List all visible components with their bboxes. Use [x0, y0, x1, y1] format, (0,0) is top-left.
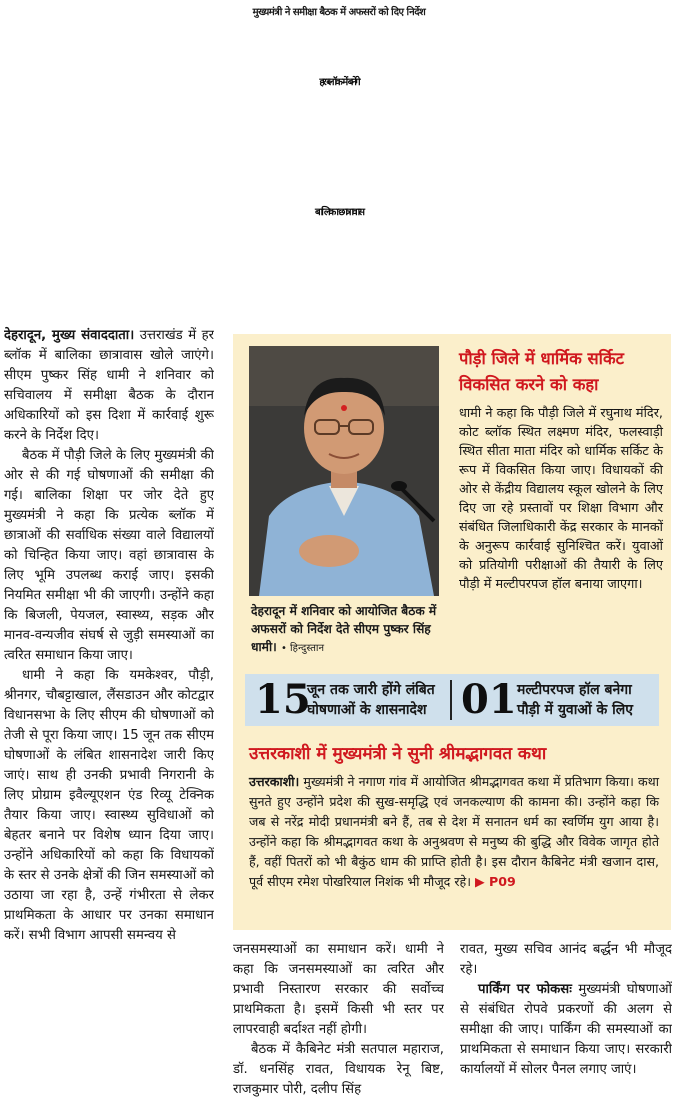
dateline: देहरादून, मुख्य संवाददाता।: [4, 328, 135, 343]
page-reference: ▶ P09: [474, 874, 516, 889]
kicker-headline: मुख्यमंत्री ने समीक्षा बैठक में अफसरों को दिए निर्देश: [252, 7, 426, 18]
paragraph: जनसमस्याओं का समाधान करें। धामी ने कहा कि जनसमस्याओं का त्वरित और प्रभावी निस्तारण सरकार की सर्वोच्च प्राथमिकता है। इसमें किसी भी स्तर पर लापरवाही बर्दाश्त नहीं होगी।: [233, 942, 444, 1037]
paragraph: धामी ने कहा कि यमकेश्वर, पौड़ी, श्रीनगर, चौबट्टाखाल, लैंसडाउन और कोटद्वार विधानसभा के लिए सीएम की घोषणाओं को तेजी से पूरा किया जाए। 15 जून तक सीएम घोषणाओं के लंबित शासनादेश जारी किए जाएं। साथ ही उनकी प्रभावी निगरानी के लिए प्रोग्राम इवैल्यूएशन एंड रिव्यू टेक्निक तैयार किया जाए। स्वास्थ्य सुविधाओं को बेहतर बनाने पर विशेष ध्यान दिया जाए। उन्होंने अधिकारियों को कहा कि विधायकों के स्तर से उनके क्षेत्रों की जिन समस्याओं को उठाया जा रहा है, उन्हें गंभीरता से लेकर प्राथमिकता के आधार पर उनका समाधान करें। सभी विभाग आपसी समन्वय से: [4, 668, 214, 943]
story2-text: मुख्यमंत्री ने नगाण गांव में आयोजित श्रीमद्भागवत कथा में प्रतिभाग किया। कथा सुनते हुए उन्होंने प्रदेश की सुख-समृद्धि एवं जनकल्याण की कामना की। उन्होंने कहा कि जब से नरेंद्र मोदी प्रधानमंत्री बने हैं, तब से देश में सनातन धर्म का स्वर्णिम युग आया है। उन्होंने कहा कि श्रीमद्भागवत कथा के अनुश्रवण से मनुष्य की बुद्धि और विवेक जागृत होते हैं, वहीं पितरों को भी बैकुंठ धाम की प्राप्ति होती है। इस दौरान कैबिनेट मंत्री खजान दास, पूर्व सीएम रमेश पोखरियाल निशंक भी मौजूद रहे।: [249, 774, 659, 889]
stat-text: मल्टीपरपज हॉल बनेगा पौड़ी में युवाओं के लिए: [517, 682, 634, 718]
main-headline-line-1: हर ब्लॉक में बनेंगे: [319, 77, 359, 88]
paragraph: बैठक में कैबिनेट मंत्री सतपाल महाराज, डॉ. धनसिंह रावत, विधायक रेनू बिष्ट, राजकुमार पोरी, दलीप सिंह: [233, 1042, 444, 1097]
main-headline-line-2: बालिका छात्रावास: [314, 207, 364, 218]
sidebar-title: पौड़ी जिले में धार्मिक सर्किट विकसित करने को कहा: [459, 349, 624, 394]
paragraph-text: उत्तराखंड में हर ब्लॉक में बालिका छात्रावास खोले जाएंगे। सीएम पुष्कर सिंह धामी ने शनिवार को सचिवालय में समीक्षा बैठक के दौरान अधिकारियों को इस दिशा में कार्रवाई शुरू करने के निर्देश दिए।: [4, 328, 214, 443]
paragraph: [460, 980, 672, 1080]
caption-source: • हिन्दुस्तान: [280, 643, 325, 654]
stats-bar: [245, 674, 659, 726]
story2-body: [249, 772, 659, 892]
paragraph: [4, 326, 214, 446]
article-column-3: [460, 940, 672, 1120]
paragraph-text: मुख्यमंत्री घोषणाओं से संबंधित रोपवे प्रकरणों की अलग से समीक्षा की जाए। पार्किंग की समस्याओं का प्राथमिकता से समाधान किया जाए। सरकारी कार्यालयों में सोलर पैनल लगाए जाएं।: [460, 982, 672, 1077]
stat-number: 01: [461, 676, 517, 723]
caption-text: देहरादून में शनिवार को आयोजित बैठक में अफसरों को निर्देश देते सीएम पुष्कर सिंह धामी।: [251, 604, 437, 654]
article-column-2: [233, 940, 444, 1120]
stat-number: 15: [255, 676, 311, 723]
paragraph: रावत, मुख्य सचिव आनंद बर्द्धन भी मौजूद रहे।: [460, 942, 672, 977]
article-column-1: [4, 326, 214, 1120]
paragraph: बैठक में पौड़ी जिले के लिए मुख्यमंत्री की ओर से की गई घोषणाओं की समीक्षा की गई। बालिका शिक्षा पर जोर देते हुए मुख्यमंत्री ने कहा कि प्रत्येक ब्लॉक में छात्राओं की सर्वाधिक संख्या वाले विद्यालयों को चिन्हित किया जाए। वहां छात्रावास के लिए भूमि उपलब्ध कराई जाए। इसकी नियमित समीक्षा भी की जाएगी। उन्होंने कहा कि बिजली, पेयजल, स्वास्थ्य, सड़क और मानव-वन्यजीव संघर्ष से जुड़ी समस्याओं का त्वरित समाधान किया जाए।: [4, 448, 214, 663]
cm-photo: [249, 346, 439, 596]
cm-photo-image: [249, 346, 439, 596]
sidebar-body: धामी ने कहा कि पौड़ी जिले में रघुनाथ मंदिर, कोट ब्लॉक स्थित लक्ष्मण मंदिर, फलस्वाड़ी स्थित सीता माता मंदिर को धार्मिक सर्किट के रूप में विकसित किया जाए। विधायकों की ओर से केंद्रीय विद्यालय स्कूल खोलने के लिए दिए जा रहे प्रस्तावों पर शिक्षा विभाग और संबंधित जिलाधिकारी केंद्र सरकार के मानकों के अनुरूप कार्रवाई सुनिश्चित करें। युवाओं को प्रतियोगी परीक्षाओं की तैयारी के लिए पौड़ी में मल्टीपरपज हॉल बनाया जाएगा।: [459, 406, 663, 592]
subheading: पार्किंग पर फोकसः: [478, 982, 572, 997]
stat-text: जून तक जारी होंगे लंबित घोषणाओं के शासनादेश: [307, 682, 435, 718]
stat-divider: [450, 680, 452, 720]
photo-caption: [251, 602, 447, 658]
story2-dateline: उत्तरकाशी।: [249, 774, 300, 789]
feature-box: [233, 334, 671, 930]
story2-title: उत्तरकाशी में मुख्यमंत्री ने सुनी श्रीमद्भागवत कथा: [249, 744, 547, 764]
